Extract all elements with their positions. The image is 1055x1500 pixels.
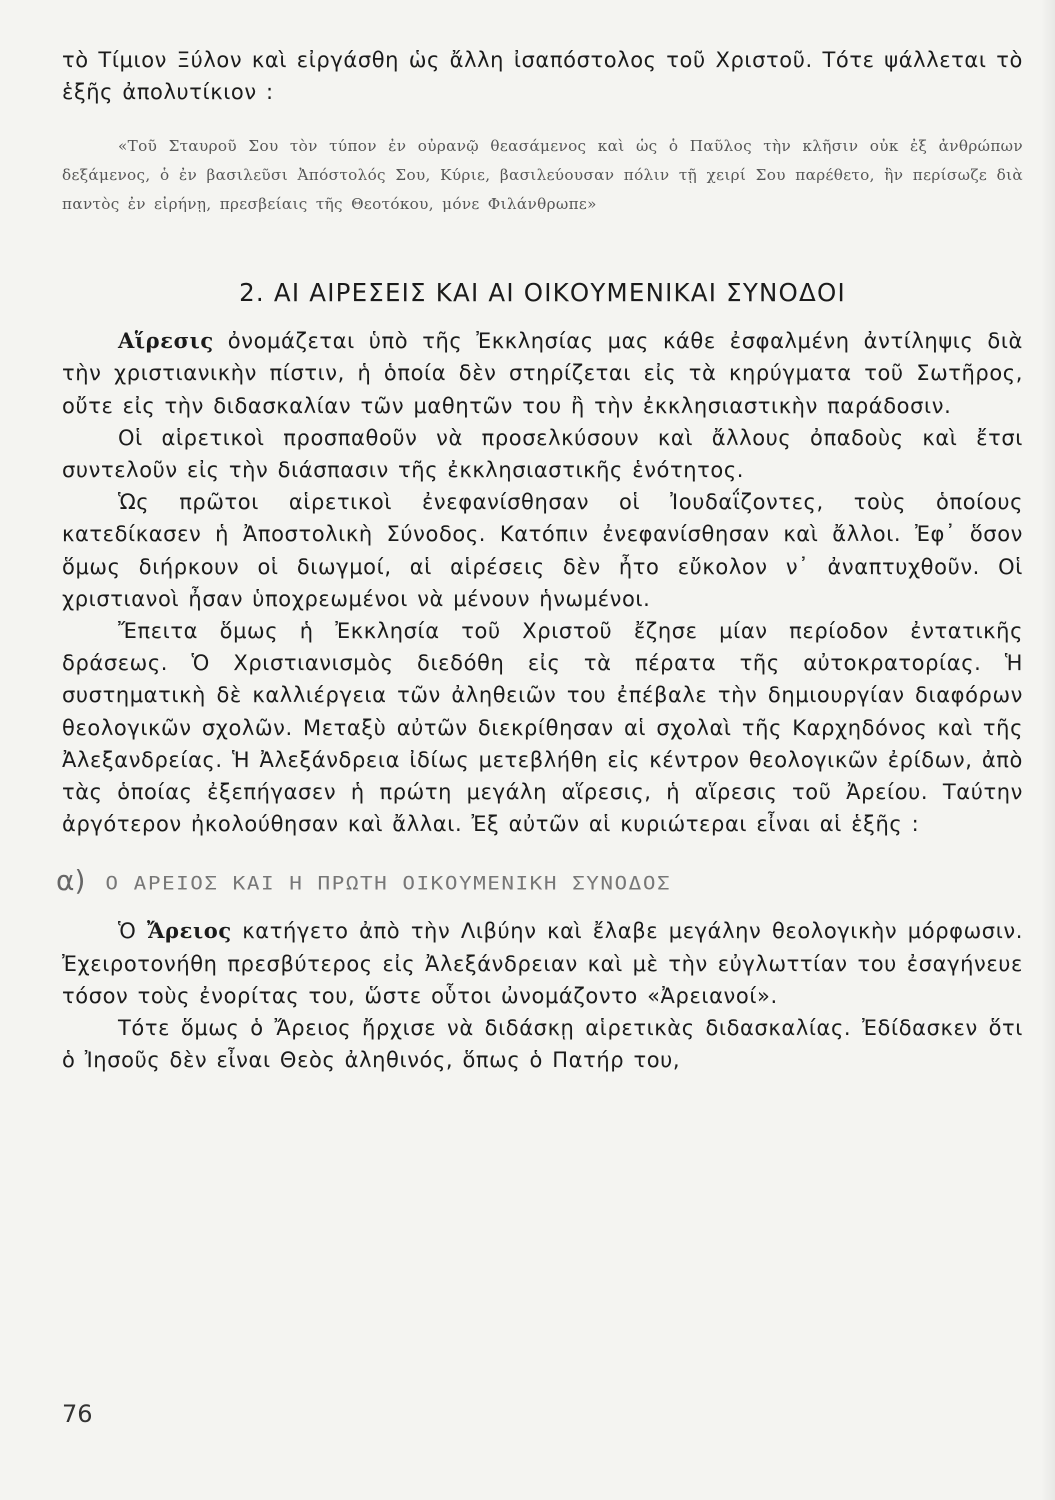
paragraph-arius-origin	[62, 915, 1023, 1012]
term-heresy: Αἵρεσις	[118, 328, 214, 354]
page-edge-shadow	[1041, 0, 1055, 1500]
paragraph-theological-schools	[62, 615, 1023, 840]
paragraph-text: Ἔπειτα ὅμως ἡ Ἐκκλησία τοῦ Χριστοῦ ἔζησε μίαν περίοδον ἐντατικῆς δράσεως. Ὁ Χριστιανισμὸς διεδόθη εἰς τὰ πέρατα τῆς αὐτοκρατορίας. Ἡ συστηματικὴ δὲ καλλιέργεια τῶν ἀληθειῶν του ἐπέβαλε τὴν δημιουργίαν διαφόρων θεολογικῶν σχολῶν. Μεταξὺ αὐτῶν διεκρίθησαν αἱ σχολαὶ τῆς Καρχηδόνος καὶ τῆς Ἀλεξανδρείας. Ἡ Ἀλεξάνδρεια ἰδίως μετεβλήθη εἰς κέντρον θεολογικῶν ἐρίδων, ἀπὸ τὰς ὁποίας ἐξεπήγασεν ἡ πρώτη μεγάλη αἵρεσις, ἡ αἵρεσις τοῦ Ἀρείου. Ταύτην ἀργότερον ἠκολούθησαν καὶ ἄλλαι. Ἐξ αὐτῶν αἱ κυριώτεραι εἶναι αἱ ἑξῆς :	[62, 619, 1023, 837]
paragraph-text: Τότε ὅμως ὁ Ἄρειος ἤρχισε νὰ διδάσκῃ αἱρετικὰς διδασκαλίας. Ἐδίδασκεν ὅτι ὁ Ἰησοῦς δὲν εἶναι Θεὸς ἀληθινός, ὅπως ὁ Πατήρ του,	[62, 1016, 1023, 1073]
paragraph-arius-teaching	[62, 1012, 1023, 1076]
continuation-paragraph	[62, 44, 1023, 108]
name-arius: Ἄρειος	[146, 918, 232, 944]
paragraph-text: Ὡς πρῶτοι αἱρετικοὶ ἐνεφανίσθησαν οἱ Ἰουδαΐζοντες, τοὺς ὁποίους κατεδίκασεν ἡ Ἀποστολικὴ Σύνοδος. Κατόπιν ἐνεφανίσθησαν καὶ ἄλλοι. Ἐφ᾽ ὅσον ὅμως διήρκουν οἱ διωγμοί, αἱ αἱρέσεις δὲν ἦτο εὔκολον ν᾽ ἀναπτυχθοῦν. Οἱ χριστιανοὶ ἦσαν ὑποχρεωμένοι νὰ μένουν ἡνωμένοι.	[62, 490, 1023, 611]
subsection-letter: α)	[56, 864, 86, 898]
subsection-heading	[56, 864, 1023, 897]
paragraph-heresy-definition	[62, 325, 1023, 422]
apolytikion-hymn	[62, 132, 1023, 218]
continuation-text: τὸ Τίμιον Ξύλον καὶ εἰργάσθη ὡς ἄλλη ἰσαπόστολος τοῦ Χριστοῦ. Τότε ψάλλεται τὸ ἑξῆς ἀπολυτίκιον :	[62, 48, 1023, 105]
paragraph-text: κατήγετο ἀπὸ τὴν Λιβύην καὶ ἔλαβε μεγάλην θεολογικὴν μόρφωσιν. Ἐχειροτονήθη πρεσβύτερος εἰς Ἀλεξάνδρειαν καὶ μὲ τὴν εὐγλωττίαν του ἐσαγήνευε τόσον τοὺς ἐνορίτας του, ὥστε οὗτοι ὠνομάζοντο «Ἀρειανοί».	[62, 919, 1024, 1008]
paragraph-text: ὀνομάζεται ὑπὸ τῆς Ἐκκλησίας μας κάθε ἐσφαλμένη ἀντίληψις διὰ τὴν χριστιανικὴν πίστιν, ἡ ὁποία δὲν στηρίζεται εἰς τὰ κηρύγματα τοῦ Σωτῆρος, οὔτε εἰς τὴν διδασκαλίαν τῶν μαθητῶν του ἢ τὴν ἐκκλησιαστικὴν παράδοσιν.	[62, 329, 1023, 418]
article-text: Ὁ	[118, 919, 147, 944]
section-heading: 2. ΑΙ ΑΙΡΕΣΕΙΣ ΚΑΙ ΑΙ ΟΙΚΟΥΜΕΝΙΚΑΙ ΣΥΝΟΔΟΙ	[239, 278, 846, 308]
page-number: 76	[62, 1400, 93, 1428]
subsection-title: Ο ΑΡΕΙΟΣ ΚΑΙ Η ΠΡΩΤΗ ΟΙΚΟΥΜΕΝΙΚΗ ΣΥΝΟΔΟΣ	[105, 872, 672, 895]
paragraph-heretics	[62, 422, 1023, 486]
paragraph-first-heretics	[62, 486, 1023, 615]
hymn-text: «Τοῦ Σταυροῦ Σου τὸν τύπον ἐν οὐρανῷ θεασάμενος καὶ ὡς ὁ Παῦλος τὴν κλῆσιν οὐκ ἐξ ἀνθρώπων δεξάμενος, ὁ ἐν βασιλεῦσι Ἀπόστολός Σου, Κύριε, βασιλεύουσαν πόλιν τῇ χειρί Σου παρέθετο, ἣν περίσωζε διὰ παντὸς ἐν εἰρήνῃ, πρεσβείαις τῆς Θεοτόκου, μόνε Φιλάνθρωπε»	[62, 137, 1023, 213]
paragraph-text: Οἱ αἱρετικοὶ προσπαθοῦν νὰ προσελκύσουν καὶ ἄλλους ὀπαδοὺς καὶ ἔτσι συντελοῦν εἰς τὴν διάσπασιν τῆς ἐκκλησιαστικῆς ἑνότητος.	[62, 425, 1023, 482]
